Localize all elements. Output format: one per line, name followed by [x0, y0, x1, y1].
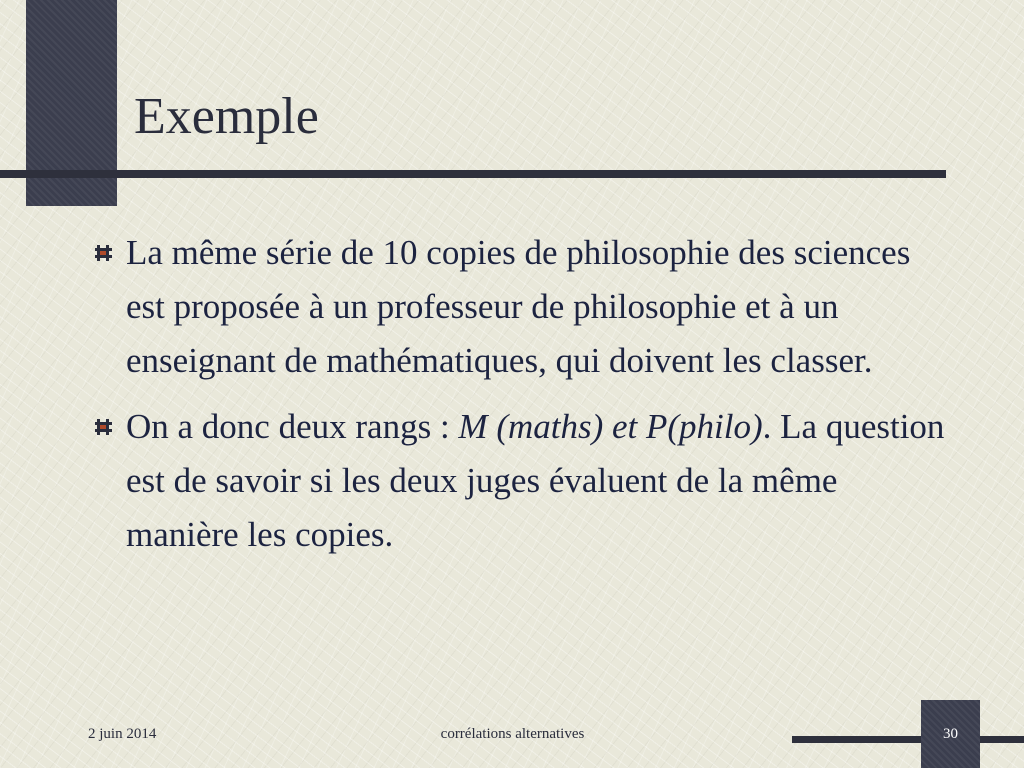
hash-square-icon	[94, 243, 114, 263]
bullet-text-end: . La question est de savoir si les deux juges évaluent de la même manière les copies.	[126, 407, 945, 554]
title-rule	[0, 170, 946, 178]
bullet-text-italic: M (maths) et P(philo)	[458, 407, 763, 446]
bullet-item	[90, 226, 950, 388]
slide-title: Exemple	[134, 88, 319, 145]
footer-title: corrélations alternatives	[440, 726, 585, 742]
hash-square-icon	[94, 417, 114, 437]
slide-number: 30	[943, 726, 958, 742]
footer-rule	[792, 736, 1024, 743]
slide-content	[90, 226, 950, 574]
footer-date: 2 juin 2014	[88, 726, 157, 742]
bullet-text-start: On a donc deux rangs :	[126, 407, 459, 446]
bullet-text: La même série de 10 copies de philosophie des sciences est proposée à un professeur de philosophie et à un enseignant de mathématiques, qui doivent les classer.	[126, 233, 911, 380]
bullet-item	[90, 400, 950, 562]
